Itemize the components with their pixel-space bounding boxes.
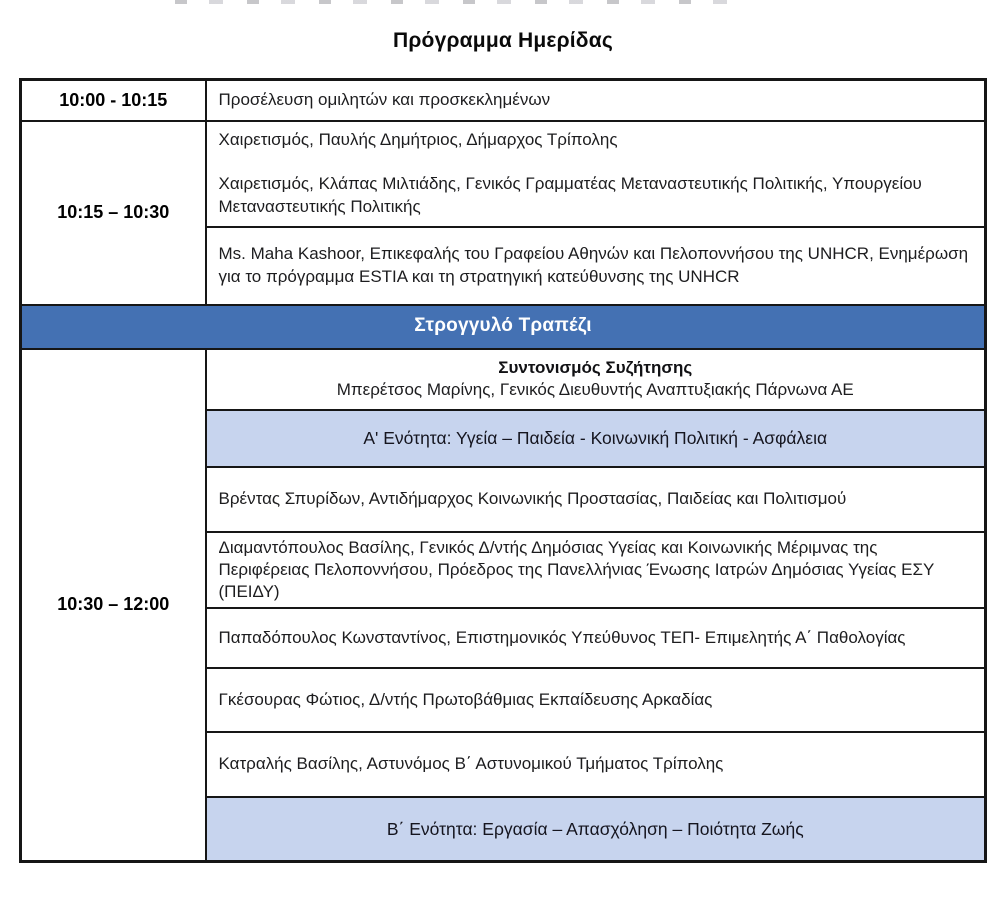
event-cell-speaker-diamantopoulos: Διαμαντόπουλος Βασίλης, Γενικός Δ/ντής Δημόσιας Υγείας και Κοινωνικής Μέριμνας της Περιφέρειας Πελοποννήσου, Πρόεδρος της Πανελλήνιας Ένωσης Ιατρών Δημόσιας Υγείας ΕΣΥ (ΠΕΙΔΥ) — [206, 532, 986, 608]
table-row-arrival — [21, 80, 986, 121]
table-row-moderation — [21, 349, 986, 410]
paragraph-gap — [219, 151, 973, 173]
event-cell-speaker-vrentas: Βρέντας Σπυρίδων, Αντιδήμαρχος Κοινωνικής Προστασίας, Παιδείας και Πολιτισμού — [206, 467, 986, 532]
cropped-text-fragment — [175, 0, 735, 4]
time-cell-slot1: 10:00 - 10:15 — [21, 80, 206, 121]
event-cell-greetings — [206, 121, 986, 227]
event-cell-moderation — [206, 349, 986, 410]
section-a-header: Α' Ενότητα: Υγεία – Παιδεία - Κοινωνική Πολιτική - Ασφάλεια — [206, 410, 986, 467]
event-cell-speaker-papadopoulos: Παπαδόπουλος Κωνσταντίνος, Επιστημονικός Υπεύθυνος ΤΕΠ- Επιμελητής Α΄ Παθολογίας — [206, 608, 986, 668]
time-cell-slot3: 10:30 – 12:00 — [21, 349, 206, 862]
event-cell-arrival: Προσέλευση ομιλητών και προσκεκλημένων — [206, 80, 986, 121]
time-cell-slot2: 10:15 – 10:30 — [21, 121, 206, 305]
event-cell-speaker-gkesouras: Γκέσουρας Φώτιος, Δ/ντής Πρωτοβάθμιας Εκπαίδευσης Αρκαδίας — [206, 668, 986, 732]
table-row-banner — [21, 305, 986, 349]
greeting-secretary: Χαιρετισμός, Κλάπας Μιλτιάδης, Γενικός Γραμματέας Μεταναστευτικής Πολιτικής, Υπουργείου Μεταναστευτικής Πολιτικής — [218, 174, 922, 216]
program-table — [19, 78, 987, 863]
event-cell-speaker-katralis: Κατραλής Βασίλης, Αστυνόμος Β΄ Αστυνομικού Τμήματος Τρίπολης — [206, 732, 986, 797]
moderation-heading: Συντονισμός Συζήτησης — [498, 357, 693, 377]
moderator-name: Μπερέτσος Μαρίνης, Γενικός Διευθυντής Αναπτυξιακής Πάρνωνα ΑΕ — [336, 380, 854, 399]
event-cell-unhcr: Ms. Maha Kashoor, Επικεφαλής του Γραφείου Αθηνών και Πελοποννήσου της UNHCR, Ενημέρωση για το πρόγραμμα ESTIA και τη στρατηγική κατεύθυνσης της UNHCR — [206, 227, 986, 305]
page-title: Πρόγραμμα Ημερίδας — [393, 29, 613, 52]
table-row-greetings — [21, 121, 986, 227]
section-b-header: Β΄ Ενότητα: Εργασία – Απασχόληση – Ποιότητα Ζωής — [206, 797, 986, 862]
greeting-mayor: Χαιρετισμός, Παυλής Δημήτριος, Δήμαρχος Τρίπολης — [218, 130, 618, 150]
round-table-banner: Στρογγυλό Τραπέζι — [21, 305, 986, 349]
